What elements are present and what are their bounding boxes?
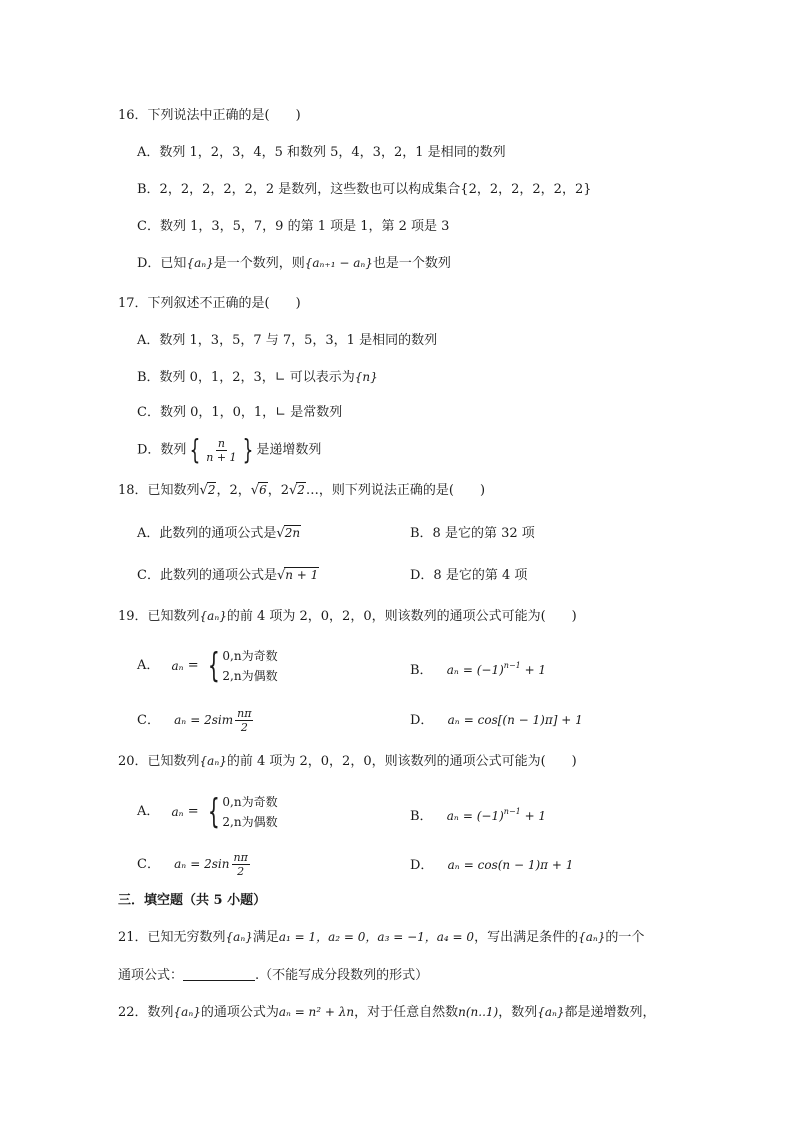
q19-option-b	[410, 656, 546, 681]
q19-a-label: A．	[137, 658, 160, 673]
q20-c-label: C．	[137, 857, 160, 872]
q19-option-a	[137, 646, 278, 686]
left-brace: {	[207, 792, 220, 832]
q19-d-an: aₙ	[447, 713, 460, 727]
q20-b-an: aₙ	[446, 809, 459, 823]
sqrt-sign: √	[276, 568, 286, 583]
q18-c-prefix: C．此数列的通项公式是	[137, 568, 277, 583]
q20-a-an: aₙ	[171, 805, 184, 819]
equals-sign: =	[187, 804, 199, 819]
case-even: 2,n为偶数	[222, 815, 278, 829]
q18-term-2: ，2，	[216, 483, 251, 498]
answer-blank[interactable]	[183, 966, 255, 981]
q22-prefix: 22．数列	[118, 1005, 174, 1020]
q20-option-d	[410, 855, 573, 876]
q20-b-exponent: n−1	[503, 807, 521, 816]
right-brace: }	[242, 433, 253, 466]
q16-d-prefix: D．已知	[137, 256, 187, 271]
q19-option-d	[410, 710, 583, 731]
q18-a-prefix: A．此数列的通项公式是	[137, 526, 277, 541]
q18-option-c	[137, 566, 319, 586]
q20-option-a	[137, 792, 278, 832]
q16-option-a: A．数列 1，2，3，4，5 和数列 5，4，3，2，1 是相同的数列	[137, 145, 506, 160]
left-brace: {	[207, 646, 220, 686]
q20-b-label: B．	[410, 809, 433, 824]
q19-b-exponent: n−1	[503, 661, 521, 670]
case-odd: 0,n为奇数	[222, 795, 278, 809]
q20-d-an: aₙ	[447, 858, 460, 872]
q18-stem-suffix: …，则下列说法正确的是( )	[305, 483, 486, 498]
q16-option-b: B．2，2，2，2，2，2 是数列，这些数也可以构成集合{2，2，2，2，2，2}	[137, 182, 592, 197]
q22-mid2: ，对于任意自然数	[354, 1005, 459, 1020]
q22-mid3: ，数列	[498, 1005, 538, 1020]
q20-stem-prefix: 20．已知数列	[118, 754, 200, 769]
equals-sign: =	[187, 658, 199, 673]
q17-d-prefix: D．数列	[137, 442, 187, 458]
q21-line2-suffix: .（不能写成分段数列的形式）	[255, 968, 429, 983]
fraction-numerator: nπ	[233, 851, 248, 864]
q20-d-formula: = cos(n − 1)π + 1	[463, 858, 574, 872]
q16-d-seq-diff: {aₙ₊₁ − aₙ}	[304, 256, 373, 270]
q22-seq2: {aₙ}	[537, 1005, 565, 1019]
q21-seq: {aₙ}	[225, 930, 253, 944]
q19-b-formula: = (−1)	[462, 663, 504, 677]
q18-sqrt2: 2	[207, 483, 216, 497]
q22-seq: {aₙ}	[173, 1005, 201, 1019]
q20-b-tail: + 1	[520, 809, 547, 823]
q20-c-an: aₙ	[174, 857, 187, 871]
question-18-stem	[118, 481, 485, 501]
q19-d-formula: = cos[(n − 1)π] + 1	[463, 713, 583, 727]
question-21-line1	[118, 927, 644, 948]
fraction-denominator: n + 1	[206, 450, 237, 464]
q16-option-c: C．数列 1，3，5，7，9 的第 1 项是 1，第 2 项是 3	[137, 219, 450, 234]
q20-seq: {aₙ}	[199, 754, 227, 768]
q18-stem-prefix: 18．已知数列	[118, 483, 200, 498]
q18-a-sqrt: 2n	[284, 526, 301, 540]
case-even: 2,n为偶数	[222, 669, 278, 683]
q18-option-a	[137, 524, 301, 544]
question-16-stem: 16．下列说法中正确的是( )	[118, 108, 301, 123]
q20-stem-suffix: 的前 4 项为 2，0，2，0，则该数列的通项公式可能为( )	[226, 754, 577, 769]
q19-option-c	[137, 705, 255, 736]
q22-condition: n(n..1)	[458, 1005, 499, 1019]
q17-d-suffix: 是递增数列	[256, 442, 322, 458]
q21-post: ，写出满足条件的	[474, 930, 579, 945]
q19-d-label: D．	[410, 713, 434, 728]
sqrt-sign: √	[199, 483, 208, 498]
question-19-stem	[118, 606, 577, 627]
q19-a-cases	[203, 646, 278, 686]
q21-end: 的一个	[605, 930, 645, 945]
case-odd: 0,n为奇数	[222, 649, 278, 663]
q18-c-sqrt: n + 1	[285, 568, 319, 582]
q20-d-label: D．	[410, 858, 434, 873]
q20-option-b	[410, 802, 546, 827]
q16-option-d	[137, 253, 451, 274]
q19-c-label: C．	[137, 713, 160, 728]
q19-c-formula: = 2sim	[190, 713, 234, 727]
q19-b-tail: + 1	[520, 663, 547, 677]
q18-sqrt2b: 2	[297, 483, 305, 497]
q21-line2-prefix: 通项公式：	[118, 968, 184, 983]
q18-term-2b: ，2	[267, 483, 289, 498]
question-17-stem: 17．下列叙述不正确的是( )	[118, 296, 301, 311]
q21-conditions: a₁ = 1，a₂ = 0，a₃ = −1，a₄ = 0	[278, 930, 475, 944]
question-20-stem	[118, 751, 577, 772]
fraction-numerator: nπ	[237, 707, 252, 720]
q16-d-mid: 是一个数列，则	[213, 256, 305, 271]
sqrt-sign: √	[250, 483, 260, 498]
q20-a-label: A．	[137, 804, 160, 819]
q17-d-fraction	[206, 437, 236, 464]
q22-suffix: 都是递增数列，	[564, 1005, 656, 1020]
question-21-line2	[118, 966, 428, 986]
q16-d-suffix: 也是一个数列	[372, 256, 451, 271]
q19-a-an: aₙ	[171, 659, 184, 673]
q19-stem-prefix: 19．已知数列	[118, 609, 200, 624]
q18-option-b: B．8 是它的第 32 项	[410, 526, 535, 541]
q19-seq: {aₙ}	[199, 609, 227, 623]
fraction-denominator: 2	[237, 865, 245, 878]
sqrt-sign: √	[276, 526, 285, 541]
q19-stem-suffix: 的前 4 项为 2，0，2，0，则该数列的通项公式可能为( )	[226, 609, 577, 624]
q19-b-an: aₙ	[446, 663, 459, 677]
q20-b-formula: = (−1)	[462, 809, 504, 823]
q20-option-c	[137, 849, 252, 880]
q21-seq2: {aₙ}	[578, 930, 606, 944]
q21-mid: 满足	[252, 930, 279, 945]
left-brace: {	[190, 433, 201, 466]
q19-c-fraction	[235, 707, 253, 734]
q19-b-label: B．	[410, 663, 433, 678]
q20-c-fraction	[232, 851, 250, 878]
q21-prefix: 21．已知无穷数列	[118, 930, 226, 945]
q20-a-cases	[203, 792, 278, 832]
q16-d-seq: {aₙ}	[186, 256, 214, 270]
q18-option-d: D．8 是它的第 4 项	[410, 568, 528, 583]
section-heading: 三．填空题（共 5 小题）	[118, 893, 267, 908]
q17-option-a: A．数列 1，3，5，7 与 7，5，3，1 是相同的数列	[137, 333, 438, 348]
q22-mid1: 的通项公式为	[200, 1005, 279, 1020]
q17-b-prefix: B．数列 0，1，2，3，∟ 可以表示为	[137, 370, 355, 385]
fraction-numerator: n	[217, 436, 225, 450]
question-22-stem	[118, 1002, 656, 1023]
q20-c-formula: = 2sin	[190, 857, 230, 871]
q17-option-c: C．数列 0，1，0，1，∟ 是常数列	[137, 405, 343, 420]
q19-c-an: aₙ	[174, 713, 187, 727]
q22-formula: aₙ = n² + λn	[278, 1005, 355, 1019]
q17-option-d	[137, 433, 322, 466]
sqrt-sign: √	[288, 483, 298, 498]
q17-b-math: {n}	[354, 370, 378, 384]
fraction-denominator: 2	[240, 721, 248, 734]
q17-option-b	[137, 367, 378, 388]
q18-sqrt6: 6	[259, 483, 267, 497]
